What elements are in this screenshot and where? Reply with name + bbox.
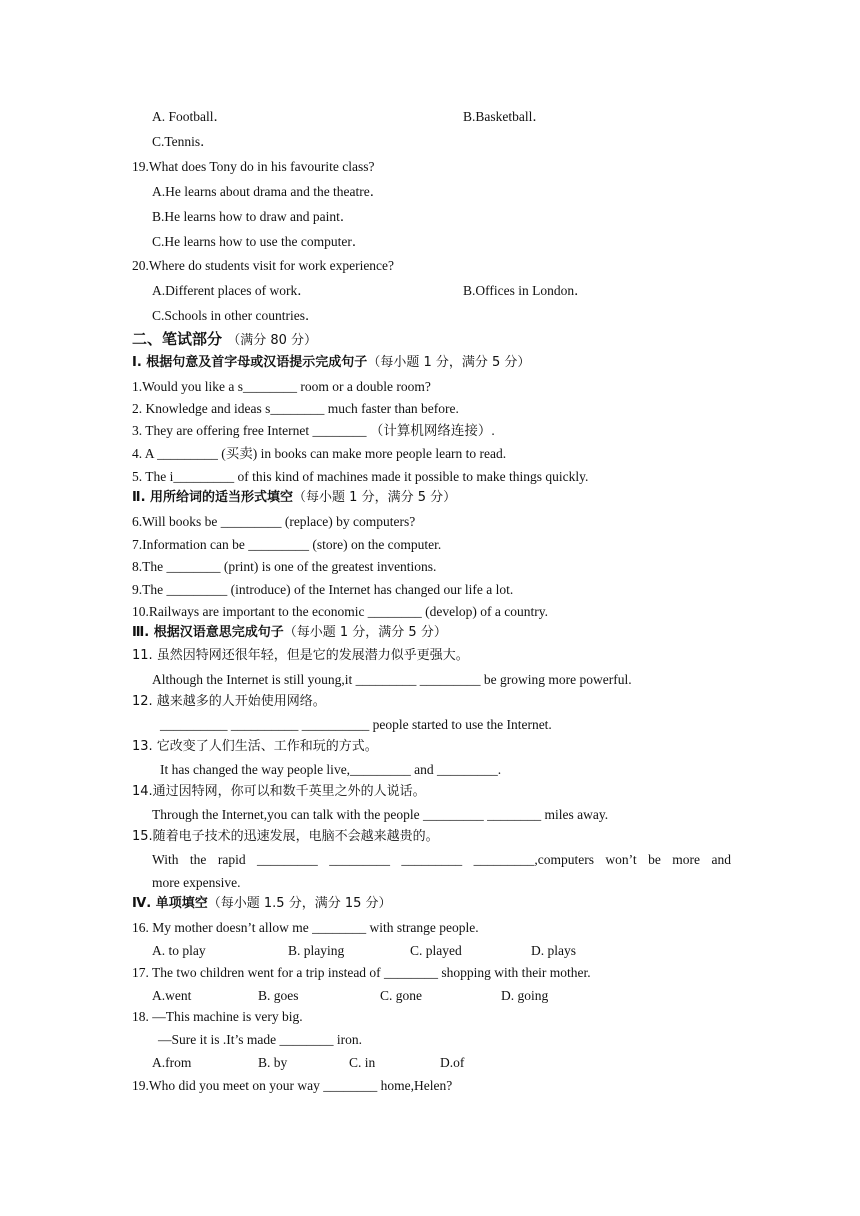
part2-heading [132,330,317,350]
section2-title: Ⅱ. 用所给词的适当形式填空 [132,490,294,505]
q18-dialogue-line1: 18. —This machine is very big. [132,1009,303,1024]
q16-option-d: D. plays [531,943,576,958]
q18-option-a: A.from [152,1055,192,1070]
q19-listen-option-b: B.He learns how to draw and paint． [152,209,354,224]
s2-item-6: 6.Will books be _________ (replace) by computers? [132,514,416,529]
s2-item-10: 10.Railways are important to the economic ________ (develop) of a country. [132,604,549,619]
q15-chinese: 15.随着电子技术的迅速发展，电脑不会越来越贵的。 [132,829,439,844]
q19-listen-option-c: C.He learns how to use the computer． [152,234,366,249]
q14-chinese: 14.通过因特网，你可以和数千英里之外的人说话。 [132,784,426,799]
section4-heading [132,895,392,913]
q18-option-d: D.of [440,1055,465,1070]
q15-english-line1: With the rapid _________ _________ _________ _________,computers won’t be more and [152,852,731,867]
q12-english: __________ __________ __________ people started to use the Internet. [160,717,552,732]
q16-option-a: A. to play [152,943,206,958]
q18-dialogue-line2: —Sure it is .It’s made ________ iron. [158,1032,362,1047]
q15-english-line2: more expensive. [152,875,241,890]
q17-question: 17. The two children went for a trip instead of ________ shopping with their mother. [132,965,591,980]
s2-item-7: 7.Information can be _________ (store) on the computer. [132,537,442,552]
q20-listen-option-c: C.Schools in other countries． [152,308,319,323]
q13-chinese: 13. 它改变了人们生活、工作和玩的方式。 [132,739,378,754]
q19-question: 19.Who did you meet on your way ________ home,Helen? [132,1078,453,1093]
s1-item-3: 3. They are offering free Internet ________ （计算机网络连接）. [132,423,495,438]
section3-heading [132,624,447,642]
q17-option-a: A.went [152,988,192,1003]
q16-question: 16. My mother doesn’t allow me ________ with strange people. [132,920,479,935]
s2-item-9: 9.The _________ (introduce) of the Internet has changed our life a lot. [132,582,514,597]
q17-option-b: B. goes [258,988,299,1003]
section4-title: Ⅳ. 单项填空 [132,896,208,911]
section1-heading [132,354,530,372]
q14-english: Through the Internet,you can talk with the people _________ ________ miles away. [152,807,609,822]
part2-title: 二、笔试部分 [132,330,223,348]
section4-score: （每小题 1.5 分，满分 15 分） [207,896,392,911]
q20-listen-question: 20.Where do students visit for work experience? [132,258,395,273]
section3-score: （每小题 1 分，满分 5 分） [283,625,447,640]
q20-listen-option-a: A.Different places of work． [152,283,311,298]
section2-score: （每小题 1 分，满分 5 分） [293,490,457,505]
q16-option-c: C. played [410,943,462,958]
section3-title: Ⅲ. 根据汉语意思完成句子 [132,625,284,640]
section1-title: Ⅰ. 根据句意及首字母或汉语提示完成句子 [132,355,368,370]
s2-item-8: 8.The ________ (print) is one of the greatest inventions. [132,559,437,574]
q20-listen-option-b: B.Offices in London． [463,283,588,298]
q11-chinese: 11. 虽然因特网还很年轻，但是它的发展潜力似乎更强大。 [132,648,469,663]
q18-option-c: C. in [349,1055,376,1070]
part2-score: （满分 80 分） [227,333,318,348]
q18-option-b: B. by [258,1055,288,1070]
s1-item-5: 5. The i_________ of this kind of machines made it possible to make things quickly. [132,469,589,484]
q17-option-c: C. gone [380,988,422,1003]
s1-item-2: 2. Knowledge and ideas s________ much faster than before. [132,401,459,416]
q18-listen-option-b: B.Basketball． [463,109,546,124]
section2-heading [132,489,456,507]
q19-listen-option-a: A.He learns about drama and the theatre． [152,184,384,199]
q12-chinese: 12. 越来越多的人开始使用网络。 [132,694,326,709]
q19-listen-question: 19.What does Tony do in his favourite class? [132,159,375,174]
section1-score: （每小题 1 分，满分 5 分） [367,355,531,370]
s1-item-4: 4. A _________ (买卖) in books can make more people learn to read. [132,446,507,461]
q18-listen-option-c: C.Tennis． [152,134,214,149]
q13-english: It has changed the way people live,_________ and _________. [160,762,502,777]
s1-item-1: 1.Would you like a s________ room or a double room? [132,379,431,394]
q16-option-b: B. playing [288,943,345,958]
q18-listen-option-a: A. Football． [152,109,228,124]
q11-english: Although the Internet is still young,it _________ _________ be growing more powerful. [152,672,632,687]
q17-option-d: D. going [501,988,549,1003]
